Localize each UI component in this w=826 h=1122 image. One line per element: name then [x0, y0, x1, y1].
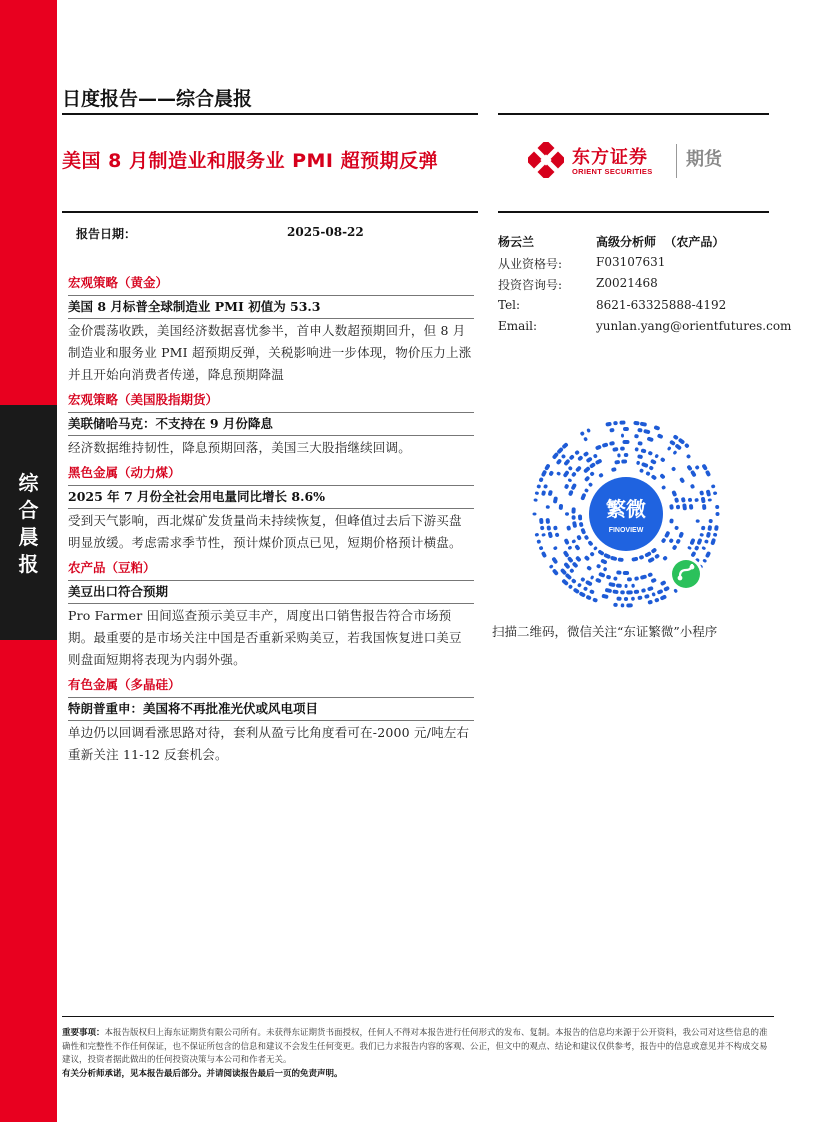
qr-module [662, 555, 668, 561]
qr-module [589, 551, 595, 557]
side-category-text: 综 合 晨 报 [18, 471, 39, 576]
qr-module [541, 470, 548, 478]
qr-module [609, 441, 615, 446]
logo-division: 期货 [686, 149, 722, 170]
qr-module [669, 440, 676, 446]
qr-module [541, 490, 546, 496]
wechat-qr-code[interactable] [528, 416, 724, 612]
logo-name-cn: 东方证券 [572, 147, 648, 168]
analyst-field-label: Email: [498, 319, 538, 333]
qr-module [643, 429, 650, 435]
qr-module [589, 471, 595, 477]
qr-module [709, 519, 713, 523]
qr-module [616, 597, 621, 601]
qr-module [605, 422, 612, 427]
qr-module [612, 447, 618, 452]
qr-module [687, 546, 692, 551]
section-body: 经济数据维持韧性，降息预期回落，美国三大股指继续回调。 [68, 435, 474, 459]
qr-module [621, 603, 625, 607]
report-date-label: 报告日期： [76, 227, 137, 241]
analyst-field-value: 8621-63325888-4192 [596, 297, 727, 312]
qr-module [716, 512, 720, 516]
qr-module [616, 570, 622, 575]
qr-module [577, 455, 584, 461]
analyst-info [498, 233, 792, 341]
qr-module [613, 576, 618, 581]
qr-module [583, 586, 588, 591]
qr-module [640, 422, 647, 427]
qr-module [616, 583, 622, 588]
qr-module [713, 532, 718, 537]
qr-module [647, 572, 653, 577]
qr-module [710, 538, 716, 546]
qr-module [694, 498, 699, 502]
qr-module [650, 459, 657, 465]
qr-module [621, 459, 627, 463]
qr-module [651, 592, 656, 597]
summary-content [68, 272, 474, 769]
qr-module [660, 594, 668, 600]
qr-module [583, 451, 590, 457]
logo-name-en: ORIENT SECURITIES [572, 167, 653, 176]
section-heading: 农产品（豆粕） [68, 560, 156, 575]
section-subheading: 2025 年 7 月份全社会用电量同比增长 8.6% [68, 485, 474, 508]
qr-module [686, 454, 692, 460]
qr-module [702, 504, 706, 510]
analyst-field-value: Z0021468 [596, 276, 658, 290]
disclaimer [62, 1027, 774, 1081]
analyst-field-label: 从业资格号: [498, 256, 563, 271]
side-category-label [0, 405, 57, 640]
qr-module [699, 533, 704, 537]
qr-module [617, 453, 621, 457]
qr-module [701, 526, 706, 531]
qr-module [614, 460, 620, 465]
qr-module [572, 561, 579, 568]
qr-module [553, 496, 558, 503]
qr-module [563, 470, 570, 478]
qr-module [635, 447, 639, 452]
qr-module [669, 504, 674, 510]
qr-module [705, 470, 711, 477]
qr-module [679, 477, 685, 484]
qr-module [567, 478, 572, 483]
qr-module [675, 538, 681, 544]
qr-module [533, 513, 537, 516]
section-body: 单边仍以回调看涨思路对待，套利从盈亏比角度看可在-2000 元/吨左右重新关注 11-12 反套机会。 [68, 720, 474, 766]
qr-module [706, 532, 711, 539]
section [68, 462, 474, 554]
qr-module [637, 428, 642, 433]
qr-module [564, 483, 570, 489]
qr-module [578, 514, 582, 520]
qr-module [555, 532, 560, 537]
title-rule-right [498, 211, 769, 213]
qr-module [702, 558, 707, 563]
qr-module [623, 440, 630, 444]
qr-module [567, 545, 572, 550]
qr-module [660, 580, 667, 586]
qr-module [634, 589, 640, 594]
section [68, 389, 474, 459]
qr-module [563, 562, 570, 570]
qr-module [650, 578, 657, 584]
qr-module [568, 466, 574, 471]
qr-module [602, 442, 609, 448]
orient-logo-icon [528, 142, 564, 178]
qr-module [626, 590, 633, 594]
qr-module [654, 597, 660, 602]
qr-module [585, 595, 591, 601]
qr-module [653, 425, 660, 431]
qr-module [647, 436, 654, 442]
qr-module [674, 525, 679, 530]
qr-module [567, 556, 574, 563]
qr-module [648, 451, 654, 456]
qr-module [563, 550, 570, 558]
qr-module [595, 578, 602, 584]
qr-module [584, 475, 591, 482]
analyst-field-label: Tel: [498, 297, 521, 312]
section [68, 557, 474, 671]
qr-module [657, 589, 664, 595]
section-heading: 有色金属（多晶硅） [68, 677, 181, 692]
qr-module [648, 465, 654, 471]
qr-module [541, 533, 546, 537]
qr-module [659, 473, 666, 480]
qr-module [561, 578, 569, 586]
qr-module [613, 421, 618, 425]
qr-module [593, 453, 598, 458]
qr-module [595, 445, 602, 451]
qr-module [573, 587, 580, 594]
analyst-field-value: F03107631 [596, 254, 666, 269]
qr-module [689, 504, 694, 510]
qr-module [681, 497, 686, 503]
report-date: 2025-08-22 [287, 225, 364, 239]
qr-module [688, 498, 693, 503]
qr-module [565, 512, 569, 515]
qr-module [605, 588, 613, 593]
qr-module [576, 534, 582, 540]
qr-module [647, 557, 655, 564]
section-heading: 宏观策略（黄金） [68, 275, 169, 290]
qr-module [678, 531, 684, 538]
qr-module [544, 463, 551, 471]
section [68, 674, 474, 766]
qr-module [575, 555, 582, 562]
qr-module [634, 576, 639, 581]
qr-module [592, 597, 598, 602]
qr-module [690, 551, 696, 558]
qr-module [706, 489, 711, 496]
qr-module [571, 471, 577, 477]
qr-module [546, 525, 551, 531]
disclaimer-note: 有关分析师承诺，见本报告最后部分。并请阅读报告最后一页的免责声明。 [62, 1068, 343, 1079]
qr-module [606, 575, 612, 580]
qr-module [585, 580, 593, 587]
qr-module [673, 588, 678, 593]
qr-module [690, 470, 697, 478]
qr-module [540, 526, 545, 531]
mini-program-icon [672, 560, 700, 588]
qr-module [543, 484, 548, 489]
qr-module [568, 490, 574, 497]
qr-module [620, 590, 625, 594]
qr-module [640, 574, 647, 580]
qr-module [595, 458, 603, 465]
qr-module [641, 462, 649, 468]
qr-module [620, 446, 625, 450]
analyst-field-label: 投资咨询号: [498, 278, 563, 292]
qr-module [566, 525, 571, 531]
qr-module [676, 505, 681, 510]
qr-module [631, 597, 635, 601]
analyst-email[interactable]: yunlan.yang@orientfutures.com [596, 319, 792, 333]
qr-module [577, 582, 582, 587]
logo-divider [676, 144, 677, 178]
section-body: 受到天气影响，西北煤矿发货量尚未持续恢复，但峰值过去后下游买盘明显放缓。考虑需求季节性，预计煤价顶点已见，短期价格预计横盘。 [68, 508, 474, 554]
qr-module [713, 491, 718, 495]
qr-module [586, 565, 592, 571]
qr-module [682, 503, 687, 510]
qr-module [686, 464, 693, 471]
qr-module [580, 431, 585, 436]
qr-module [671, 490, 677, 497]
qr-module [714, 525, 719, 531]
qr-module [674, 497, 679, 503]
qr-module [580, 577, 586, 583]
section-subheading: 美豆出口符合预期 [68, 580, 474, 603]
section-subheading: 美联储哈马克：不支持在 9 月份降息 [68, 412, 474, 435]
qr-module [672, 544, 678, 550]
report-type: 日度报告——综合晨报 [62, 88, 253, 110]
analyst-name: 杨云兰 [498, 235, 535, 249]
qr-module [608, 582, 615, 587]
qr-module [696, 519, 700, 523]
qr-module [678, 438, 686, 445]
qr-module [618, 557, 624, 562]
qr-module [575, 465, 582, 472]
qr-module [548, 531, 554, 538]
qr-module [570, 483, 577, 491]
qr-module [701, 546, 706, 550]
qr-module [600, 558, 607, 564]
qr-module [669, 518, 674, 523]
title-rule-left [62, 211, 478, 213]
qr-module [598, 572, 606, 578]
qr-module [569, 568, 575, 574]
qr-module [619, 420, 625, 424]
qr-module [657, 433, 664, 439]
qr-module [569, 454, 575, 460]
qr-module [563, 459, 570, 467]
qr-module [699, 490, 704, 496]
qr-module [551, 556, 558, 564]
qr-module [654, 454, 659, 459]
qr-module [636, 461, 640, 466]
qr-module [548, 470, 554, 476]
disclaimer-text: 重要事项：本报告版权归上海东证期货有限公司所有。未获得东证期货书面授权，任何人不得对本报告进行任何形式的发布、复制。本报告的信息均来源于公开资料，我公司对这些信息的准确性和完整性不作任何保证，也不保证所包含的信息和建议不会发生任何变更。我们已力求报告内容的客观、公正，但文中的观点、结论和建议仅供参考，报告中的信息或意见并不构成交易建议，投资者据此做出的任何投资决策与本公司和作者无关。 [62, 1028, 768, 1065]
qr-module [609, 428, 614, 433]
qr-module [536, 539, 541, 544]
qr-module [627, 577, 632, 581]
qr-module [596, 563, 602, 568]
qr-module [533, 498, 537, 502]
qr-module [621, 434, 624, 438]
qr-module [634, 434, 639, 439]
qr-module [548, 490, 553, 497]
qr-module [689, 538, 695, 546]
qr-caption: 扫描二维码，微信关注“东证繁微”小程序 [492, 624, 718, 639]
qr-module [583, 466, 591, 474]
qr-module [671, 466, 677, 472]
qr-module [571, 507, 575, 513]
qr-module [601, 594, 608, 600]
qr-module [559, 504, 564, 510]
qr-module [556, 458, 563, 465]
qr-module [538, 477, 543, 483]
qr-module [549, 564, 554, 569]
footer-rule [62, 1016, 774, 1017]
header-rule-right [498, 113, 769, 115]
analyst-title: 高级分析师 （农产品） [596, 235, 725, 249]
qr-center-text: 繁微 [606, 497, 646, 521]
qr-module [574, 544, 580, 551]
qr-module [541, 551, 547, 558]
section-heading: 宏观策略（美国股指期货） [68, 392, 219, 407]
section [68, 272, 474, 386]
qr-module [654, 553, 660, 559]
qr-module [644, 594, 650, 599]
qr-module [586, 428, 591, 433]
qr-module [637, 454, 643, 459]
qr-module [571, 578, 577, 584]
qr-module [711, 484, 716, 489]
qr-module [546, 505, 550, 509]
qr-module [589, 462, 596, 469]
qr-module [553, 525, 558, 530]
qr-module [583, 437, 588, 442]
qr-module [536, 484, 541, 489]
qr-module [590, 575, 595, 580]
qr-module [631, 584, 635, 588]
qr-module [564, 538, 570, 545]
qr-module [667, 446, 672, 451]
section-subheading: 美国 8 月标普全球制造业 PMI 初值为 53.3 [68, 295, 474, 318]
qr-module [571, 515, 575, 520]
section-subheading: 特朗普重申：美国将不再批准光伏或风电项目 [68, 697, 474, 720]
qr-module [568, 584, 574, 590]
qr-module [603, 567, 608, 572]
qr-module [626, 603, 633, 607]
qr-module [705, 551, 711, 558]
qr-module [684, 443, 690, 449]
qr-module [694, 465, 699, 470]
qr-module [672, 450, 677, 455]
qr-module [556, 471, 561, 476]
qr-module [715, 505, 719, 509]
qr-module [673, 434, 679, 440]
qr-module [704, 539, 709, 544]
page-title: 美国 8 月制造业和服务业 PMI 超预期反弹 [62, 150, 439, 172]
qr-module [535, 533, 540, 537]
qr-module [589, 589, 595, 595]
qr-module [572, 521, 577, 528]
qr-module [633, 421, 639, 426]
qr-module [579, 591, 587, 598]
qr-module [546, 518, 550, 524]
qr-module [574, 450, 580, 456]
qr-module [571, 539, 576, 544]
qr-module [586, 456, 593, 463]
qr-module [647, 586, 654, 592]
qr-module [701, 463, 708, 470]
section-body: Pro Farmer 田间巡查预示美豆丰产，周度出口销售报告符合市场预期。最重要的是市场关注中国是否重新采购美豆，若我国恢复进口美豆则盘面短期将表现为内弱外强。 [68, 603, 474, 671]
qr-module [538, 546, 543, 551]
company-logo [528, 140, 738, 184]
qr-module [694, 545, 700, 551]
qr-module [552, 568, 559, 576]
qr-module [624, 453, 629, 457]
qr-module [674, 443, 682, 450]
qr-module [623, 427, 629, 431]
qr-module [640, 448, 646, 453]
qr-module [584, 555, 591, 562]
qr-module [641, 588, 646, 593]
qr-module [553, 546, 558, 551]
qr-module [637, 441, 642, 446]
qr-module [561, 454, 567, 460]
qr-module [690, 484, 695, 490]
qr-module [625, 584, 628, 588]
qr-module [539, 518, 543, 524]
qr-module [701, 497, 706, 504]
qr-module [707, 525, 712, 531]
header-rule-left [62, 113, 478, 115]
qr-module [660, 457, 666, 463]
qr-module [663, 586, 670, 592]
qr-module [708, 498, 712, 502]
qr-module [697, 538, 703, 545]
qr-module [647, 600, 653, 605]
qr-module [637, 595, 642, 600]
qr-module [613, 603, 618, 607]
section-heading: 黑色金属（动力煤） [68, 465, 181, 480]
qr-module [535, 491, 540, 495]
qr-center-sub: FINOVIEW [608, 527, 644, 534]
qr-module [623, 571, 629, 575]
qr-module [668, 538, 674, 544]
qr-module [612, 589, 618, 594]
qr-module [624, 597, 628, 601]
section-body: 金价震荡收跌，美国经济数据喜忧参半，首申人数超预期回升，但 8 月制造业和服务业 PMI 超预期反弹，关税影响进一步体现，物价压力上涨并且开始向消费者传递，降息预期降温 [68, 318, 474, 386]
